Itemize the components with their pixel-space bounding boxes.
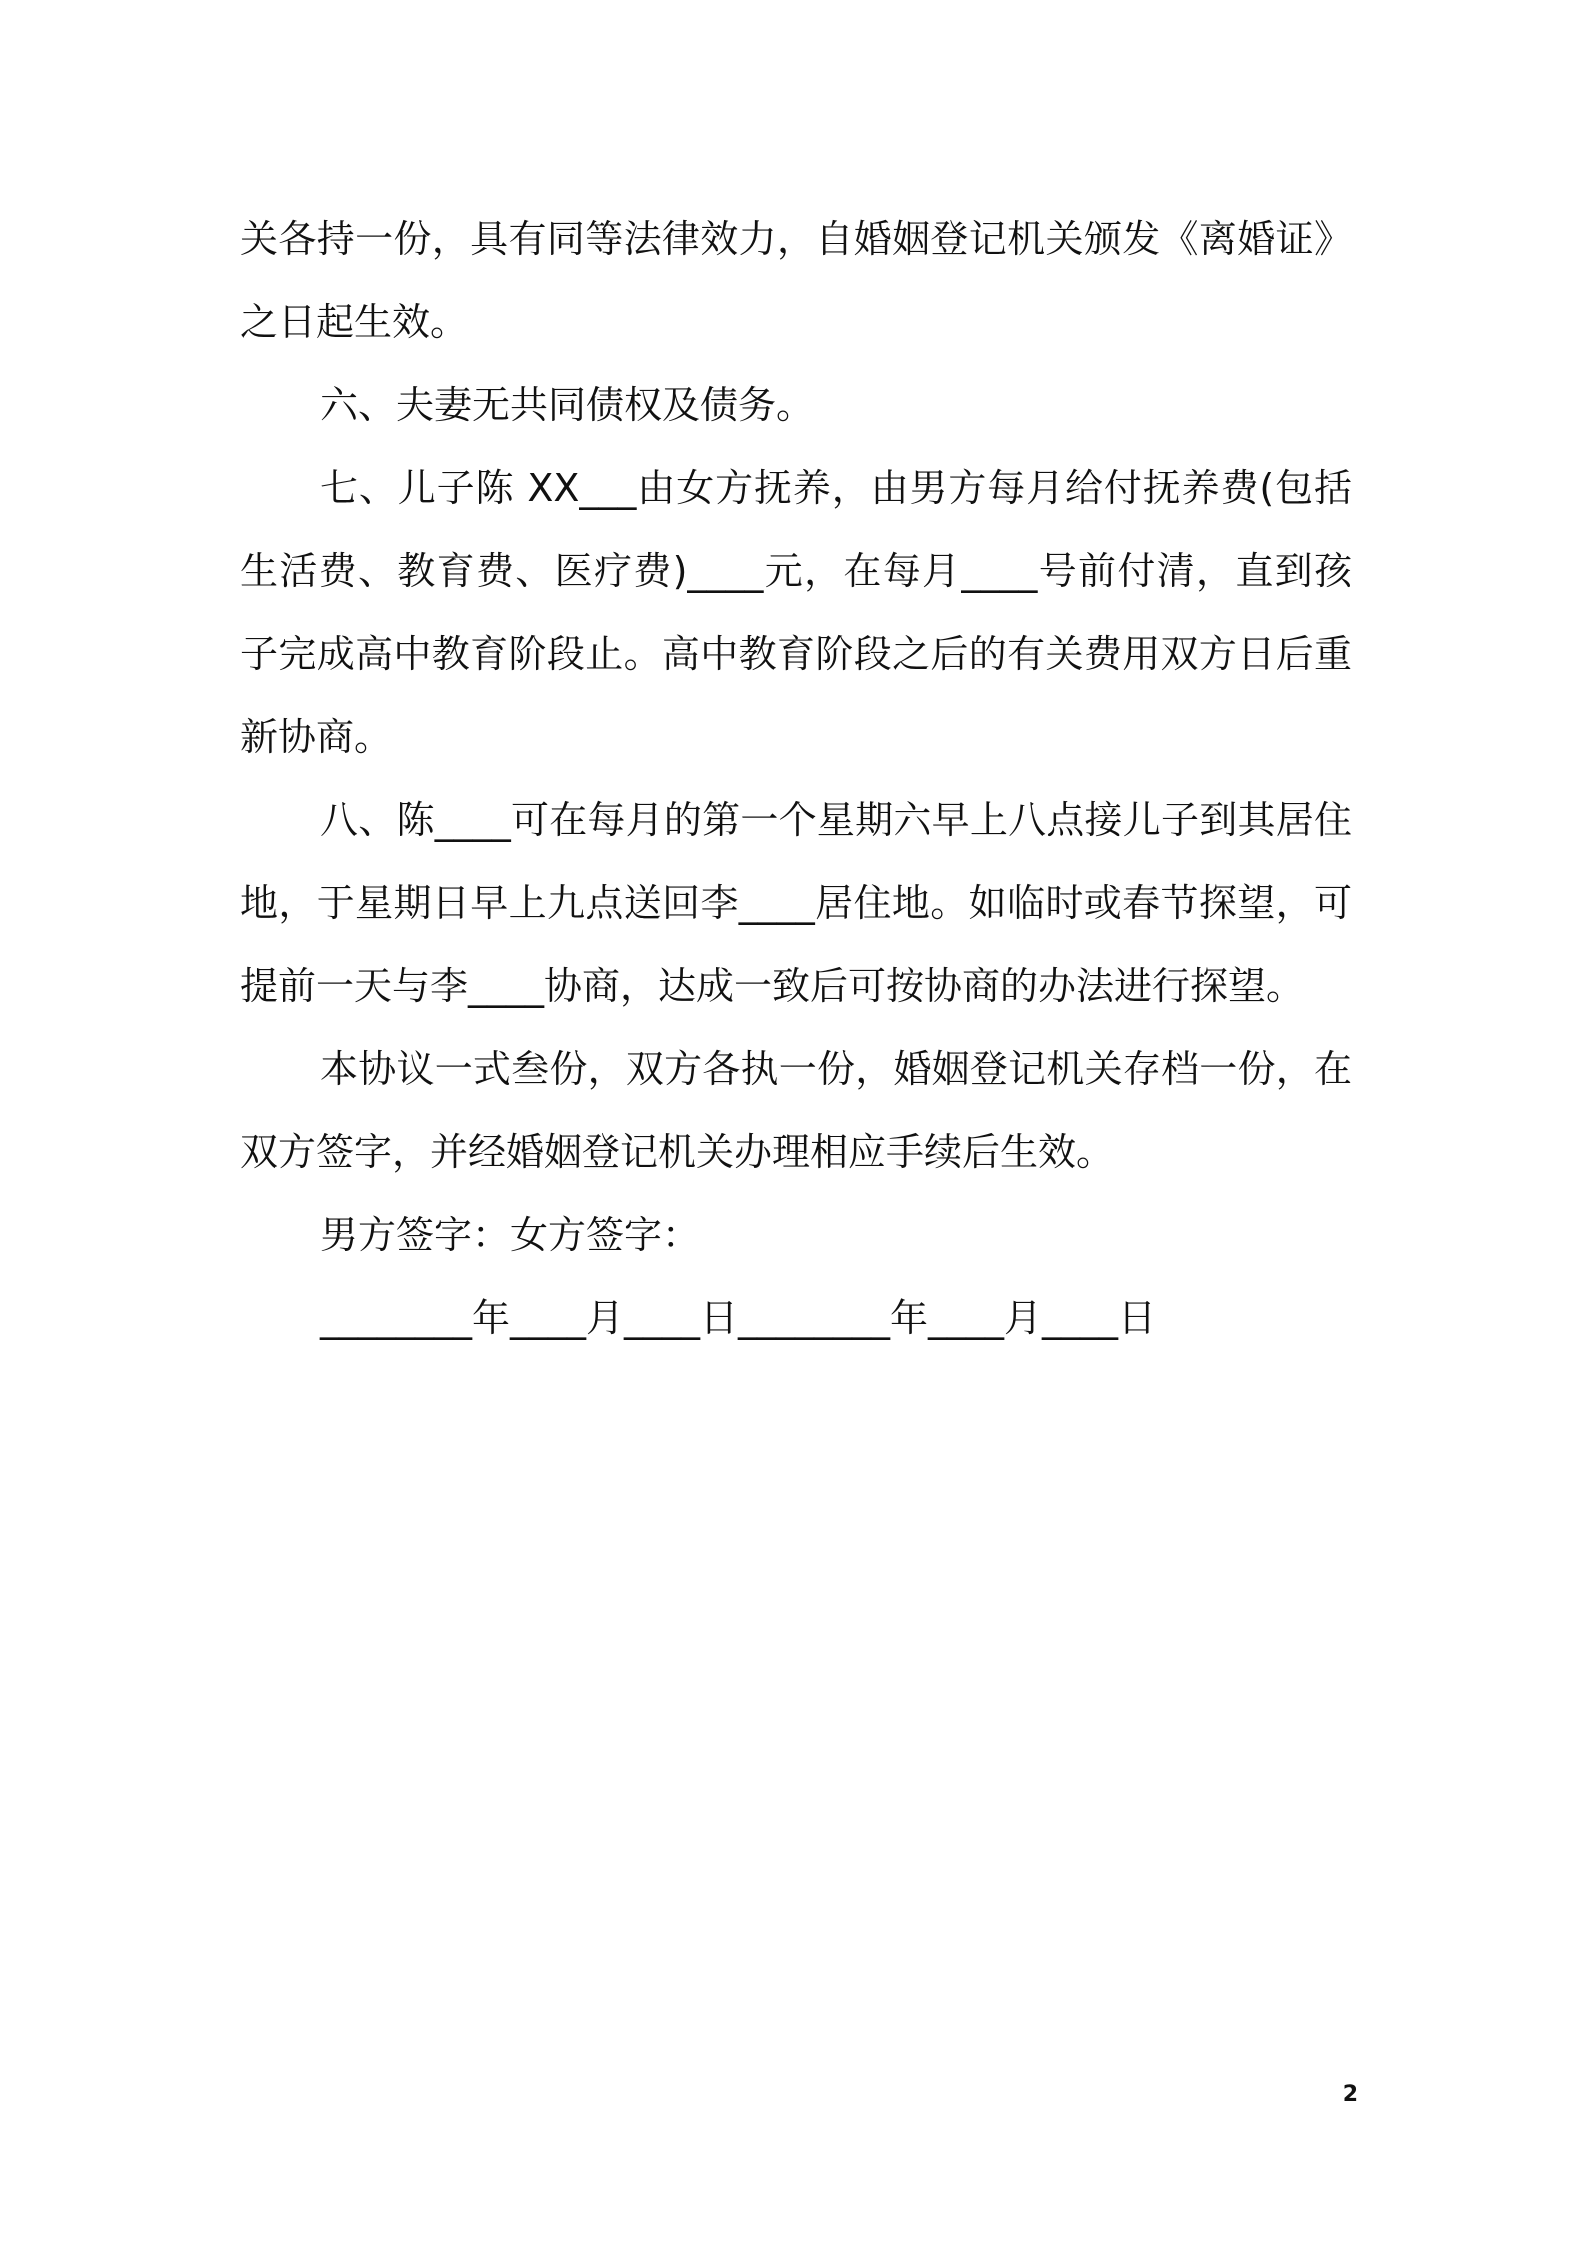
paragraph-clause-eight: 八、陈____可在每月的第一个星期六早上八点接儿子到其居住地，于星期日早上九点送回李____居住地。如临时或春节探望，可提前一天与李____协商，达成一致后可按协商的办法进行探望。	[240, 798, 1352, 1008]
signature-dates: ________年____月____日________年____月____日	[320, 1296, 1157, 1340]
paragraph-effect-clause: 关各持一份，具有同等法律效力，自婚姻登记机关颁发《离婚证》之日起生效。	[240, 217, 1352, 344]
document-body	[240, 198, 1352, 1360]
paragraph-clause-six: 六、夫妻无共同债权及债务。	[320, 383, 815, 427]
paragraph-clause-seven: 七、儿子陈 XX___由女方抚养，由男方每月给付抚养费(包括生活费、教育费、医疗费)____元，在每月____号前付清，直到孩子完成高中教育阶段止。高中教育阶段之后的有关费用双方日后重新协商。	[240, 466, 1352, 759]
page-number: 2	[1342, 2082, 1358, 2107]
signature-labels: 男方签字：女方签字：	[320, 1213, 701, 1257]
paragraph-copies-clause: 本协议一式叁份，双方各执一份，婚姻登记机关存档一份，在双方签字，并经婚姻登记机关办理相应手续后生效。	[240, 1047, 1352, 1174]
